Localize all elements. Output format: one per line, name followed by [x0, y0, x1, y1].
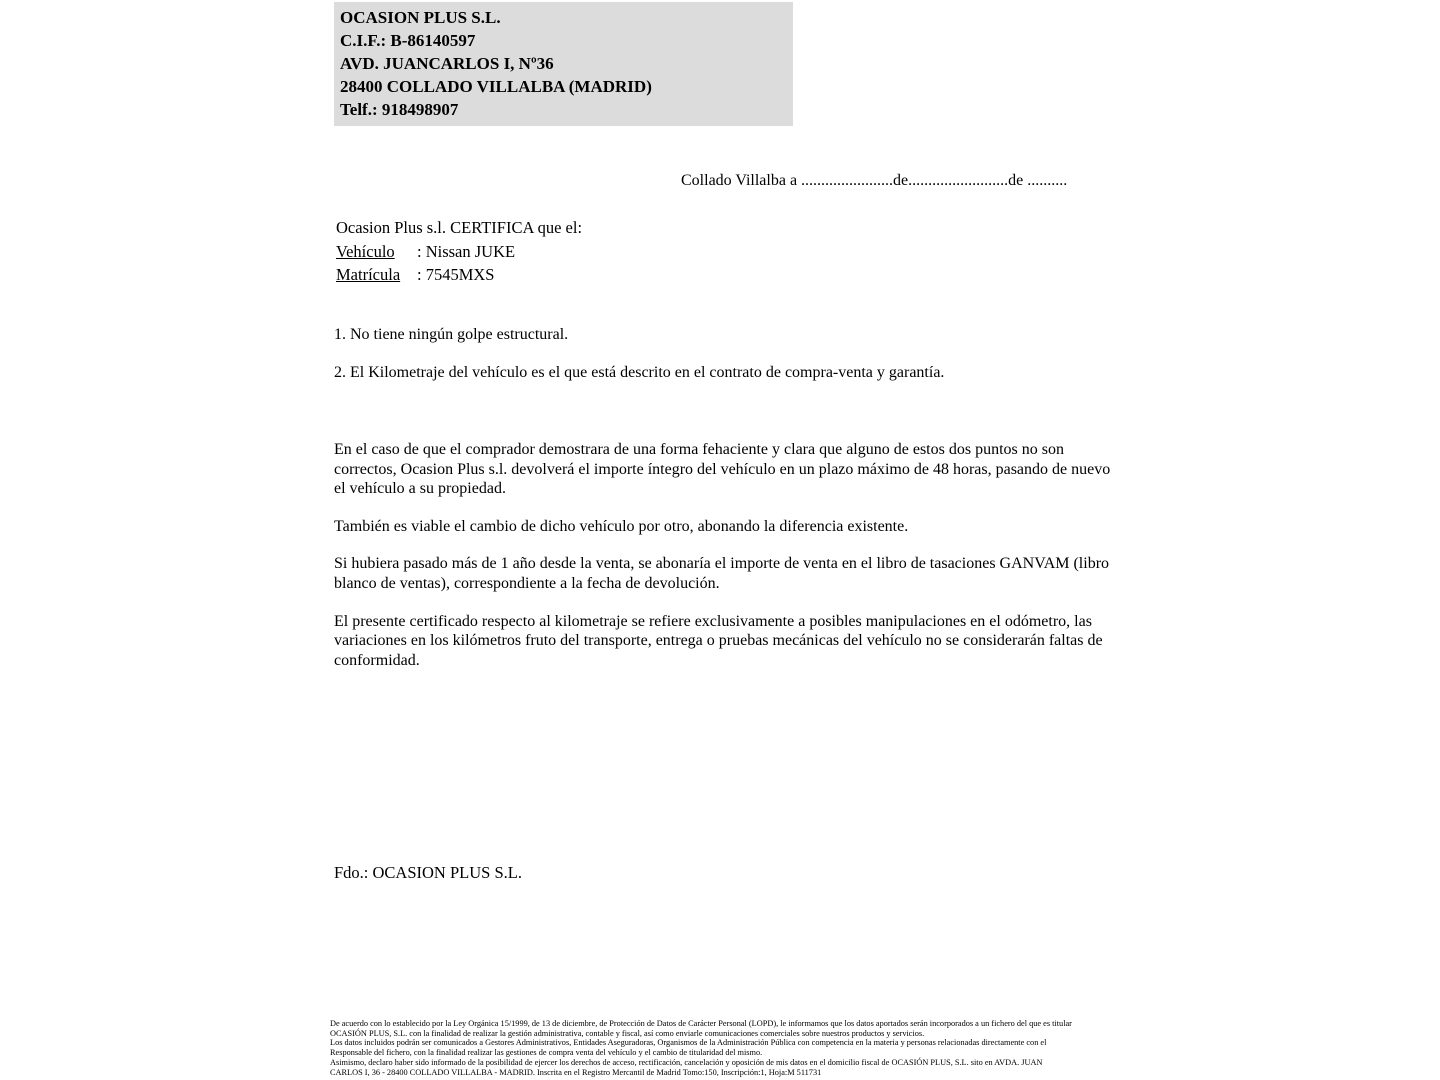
signature-line: Fdo.: OCASION PLUS S.L. [334, 863, 522, 882]
company-cif: C.I.F.: B-86140597 [340, 31, 476, 50]
certify-intro: Ocasion Plus s.l. CERTIFICA que el: [336, 218, 583, 237]
plate-label: Matrícula [336, 265, 401, 284]
company-address: AVD. JUANCARLOS I, Nº36 [340, 54, 554, 73]
footer-line-4: Responsable del fichero, con la finalidad realizar las gestiones de compra venta del vehículo y el cambio de titularidad del mismo. [330, 1048, 763, 1058]
paragraph-refund: En el caso de que el comprador demostrara de una forma fehaciente y clara que alguno de estos dos puntos no son correctos, Ocasion Plus s.l. devolverá el importe íntegro del vehículo en un plazo máximo de 48 horas, pasando de nuevo el vehículo a su propiedad. [334, 441, 1111, 498]
footer-line-1: De acuerdo con lo establecido por la Ley Orgánica 15/1999, de 13 de diciembre, de Protección de Datos de Carácter Personal (LOPD), le informamos que los datos aportados serán incorporados a un fichero del que es titular [330, 1019, 1072, 1028]
certified-points [334, 325, 1114, 400]
footer-line-2: OCASIÓN PLUS, S.L. con la finalidad de realizar la gestión administrativa, contable y fiscal, así como enviarle comunicaciones comerciales sobre nuestros productos y servicios. [330, 1028, 925, 1038]
company-name: OCASION PLUS S.L. [340, 8, 501, 27]
point-2: 2. El Kilometraje del vehículo es el que está descrito en el contrato de compra-venta y garantía. [334, 363, 945, 381]
legal-footer [330, 1019, 1120, 1077]
vehicle-label: Vehículo [336, 241, 395, 261]
company-header [334, 2, 793, 126]
paragraph-ganvam: Si hubiera pasado más de 1 año desde la venta, se abonaría el importe de venta en el libro de tasaciones GANVAM (libro blanco de ventas), correspondiente a la fecha de devolución. [334, 555, 1110, 592]
company-phone: Telf.: 918498907 [340, 100, 459, 119]
footer-line-3: Los datos incluidos podrán ser comunicados a Gestores Administrativos, Entidades Aseguradoras, Organismos de la Administración Pública con competencia en la materia y personas relacionadas directamente con el [330, 1038, 1047, 1048]
footer-line-5: Asimismo, declaro haber sido informado de la posibilidad de ejercer los derechos de acceso, rectificación, cancelación y oposición de mis datos en el domicilio fiscal de OCASIÓN PLUS, S.L. sito en AVDA. JUAN [330, 1057, 1043, 1067]
date-line: Collado Villalba a .......................de.........................de .......... [681, 172, 1068, 189]
body-paragraphs [334, 440, 1114, 688]
point-1: 1. No tiene ningún golpe estructural. [334, 326, 569, 343]
certification-block [336, 216, 582, 287]
footer-line-6: CARLOS I, 36 - 28400 COLLADO VILLALBA - MADRID. Inscrita en el Registro Mercantil de Madrid Tomo:150, Inscripción:1, Hoja:M 511731 [330, 1067, 822, 1077]
vehicle-row [336, 240, 582, 264]
paragraph-odometer: El presente certificado respecto al kilometraje se refiere exclusivamente a posibles manipulaciones en el odómetro, las variaciones en los kilómetros fruto del transporte, entrega o pruebas mecánicas del vehículo no se considerarán faltas de conformidad. [334, 612, 1103, 669]
vehicle-value: : Nissan JUKE [417, 241, 516, 261]
paragraph-exchange: También es viable el cambio de dicho vehículo por otro, abonando la diferencia existente. [334, 517, 909, 535]
company-city: 28400 COLLADO VILLALBA (MADRID) [340, 77, 652, 96]
plate-row [336, 263, 582, 287]
plate-value: : 7545MXS [417, 265, 495, 284]
